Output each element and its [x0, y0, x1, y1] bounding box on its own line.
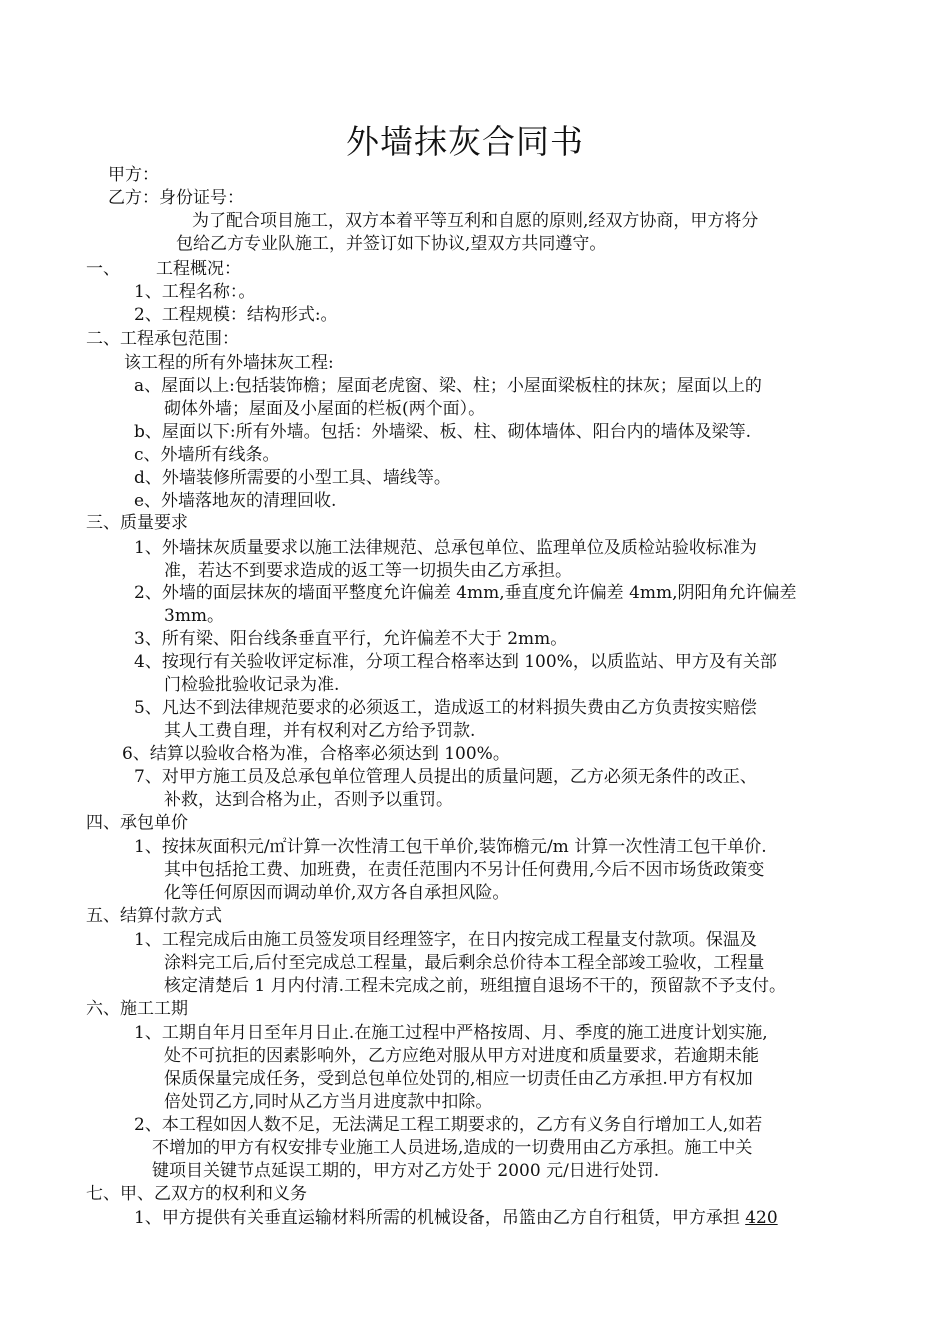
section-5-heading: 五、结算付款方式: [86, 906, 222, 926]
section-6-line: 处不可抗拒的因素影响外，乙方应绝对服从甲方对进度和质量要求，若逾期未能: [164, 1046, 759, 1066]
section-1-item: 1、工程名称：。: [134, 282, 256, 302]
section-7-heading: 七、甲、乙双方的权利和义务: [86, 1184, 307, 1204]
section-3-line: 7、对甲方施工员及总承包单位管理人员提出的质量问题，乙方必须无条件的改正、: [134, 767, 757, 787]
section-3-line: 门检验批验收记录为准.: [164, 675, 340, 695]
section-6-line: 键项目关键节点延误工期的，甲方对乙方处于 2000 元/日进行处罚.: [152, 1161, 660, 1181]
party-b-label: 乙方：身份证号：: [108, 188, 244, 208]
section-4-heading: 四、承包单价: [86, 813, 188, 833]
section-6-line: 1、工期自年月日至年月日止.在施工过程中严格按周、月、季度的施工进度计划实施,: [134, 1023, 768, 1043]
section-2-line: c、外墙所有线条。: [134, 445, 280, 465]
section-4-line: 化等任何原因而调动单价,双方各自承担风险。: [164, 883, 510, 903]
section-7-line: [134, 1207, 778, 1229]
section-3-line: 3mm。: [164, 606, 225, 626]
section-5-line: 涂料完工后,后付至完成总工程量，最后剩余总价待本工程全部竣工验收，工程量: [164, 953, 765, 973]
section-3-line: 6、结算以验收合格为准，合格率必须达到 100%。: [122, 744, 510, 764]
section-6-line: 倍处罚乙方,同时从乙方当月进度款中扣除。: [164, 1092, 493, 1112]
intro-line: 为了配合项目施工，双方本着平等互利和自愿的原则,经双方协商，甲方将分: [192, 211, 759, 231]
section-3-line: 2、外墙的面层抹灰的墙面平整度允许偏差 4mm,垂直度允许偏差 4mm,阴阳角允许偏差: [134, 583, 797, 603]
underlined-amount: 420: [745, 1208, 778, 1228]
section-2-line: e、外墙落地灰的清理回收.: [134, 491, 337, 511]
section-5-line: 1、工程完成后由施工员签发项目经理签字，在日内按完成工程量支付款项。保温及: [134, 930, 757, 950]
document-title: 外墙抹灰合同书: [346, 122, 584, 161]
section-4-line: 1、按抹灰面积元/㎡计算一次性清工包干单价,装饰檐元/m 计算一次性清工包干单价.: [134, 837, 767, 857]
section-6-line: 保质保量完成任务，受到总包单位处罚的,相应一切责任由乙方承担.甲方有权加: [164, 1069, 753, 1089]
section-3-line: 4、按现行有关验收评定标准，分项工程合格率达到 100%，以质监站、甲方及有关部: [134, 652, 777, 672]
section-2-line: b、屋面以下:所有外墙。包括：外墙梁、板、柱、砌体墙体、阳台内的墙体及梁等.: [134, 422, 752, 442]
section-3-line: 补救，达到合格为止，否则予以重罚。: [164, 790, 453, 810]
section-6-heading: 六、施工工期: [86, 999, 188, 1019]
section-2-heading: 二、工程承包范围：: [86, 329, 239, 349]
section-1-heading: 工程概况：: [156, 259, 241, 279]
section-6-line: 2、本工程如因人数不足，无法满足工程工期要求的，乙方有义务自行增加工人,如若: [134, 1115, 763, 1135]
intro-line: 包给乙方专业队施工，并签订如下协议,望双方共同遵守。: [176, 234, 607, 254]
section-3-line: 5、凡达不到法律规范要求的必须返工，造成返工的材料损失费由乙方负责按实赔偿: [134, 698, 757, 718]
section-3-line: 其人工费自理，并有权利对乙方给予罚款.: [164, 721, 476, 741]
section-2-line: a、屋面以上:包括装饰檐；屋面老虎窗、梁、柱；小屋面梁板柱的抹灰；屋面以上的: [134, 376, 762, 396]
section-1-item: 2、工程规模：结构形式:。: [134, 305, 338, 325]
section-6-line: 不增加的甲方有权安排专业施工人员进场,造成的一切费用由乙方承担。施工中关: [152, 1138, 753, 1158]
section-2-line: 砌体外墙；屋面及小屋面的栏板(两个面）。: [164, 399, 486, 419]
section-3-line: 1、外墙抹灰质量要求以施工法律规范、总承包单位、监理单位及质检站验收标准为: [134, 538, 757, 558]
section-4-line: 其中包括抢工费、加班费，在责任范围内不另计任何费用,今后不因市场货政策变: [164, 860, 765, 880]
section-2-line: d、外墙装修所需要的小型工具、墙线等。: [134, 468, 451, 488]
section-1-number: 一、: [86, 259, 120, 279]
section-3-line: 准，若达不到要求造成的返工等一切损失由乙方承担。: [164, 561, 572, 581]
section-3-line: 3、所有梁、阳台线条垂直平行，允许偏差不大于 2mm。: [134, 629, 568, 649]
party-a-label: 甲方：: [108, 165, 159, 185]
section-3-heading: 三、质量要求: [86, 513, 188, 533]
section-2-intro: 该工程的所有外墙抹灰工程:: [124, 353, 334, 373]
section-7-line-text: 1、甲方提供有关垂直运输材料所需的机械设备，吊篮由乙方自行租赁，甲方承担: [134, 1208, 746, 1228]
section-5-line: 核定清楚后 1 月内付清.工程未完成之前，班组擅自退场不干的，预留款不予支付。: [164, 976, 787, 996]
